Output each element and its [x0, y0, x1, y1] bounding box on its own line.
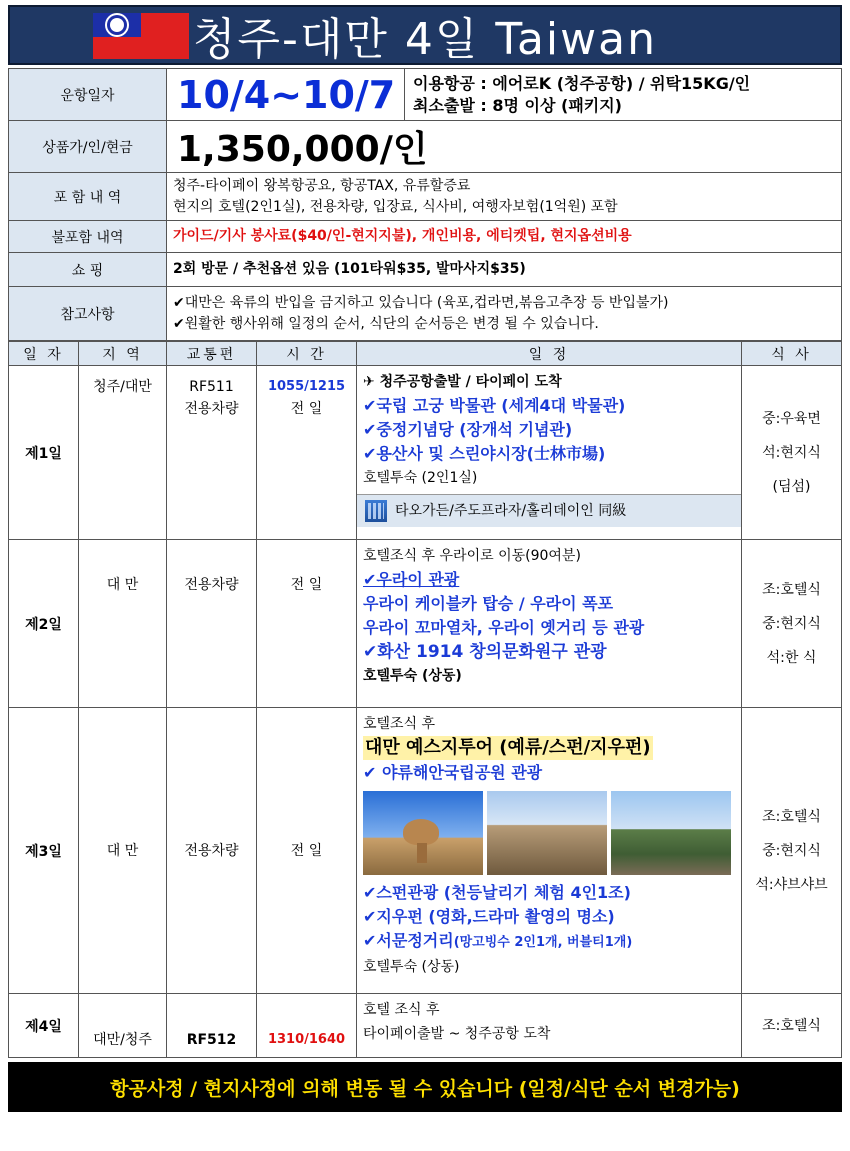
- day-row-1: [9, 366, 842, 540]
- itinerary-line: ✔용산사 및 스린야시장(士林市場): [363, 444, 606, 463]
- itinerary-line: ✔스펀관광 (천등날리기 체험 4인1조): [363, 883, 631, 902]
- itinerary-line: 호텔조식 후 우라이로 이동(90여분): [363, 548, 581, 564]
- included-label: 포 함 내 역: [9, 173, 167, 221]
- day-label: 제4일: [9, 994, 79, 1058]
- day-row-4: [9, 994, 842, 1058]
- day-label: 제3일: [9, 708, 79, 994]
- transport: 전용차량: [184, 401, 239, 417]
- itinerary-line: 호텔투숙 (상동): [363, 668, 462, 684]
- itinerary-line: 호텔 조식 후: [363, 1002, 440, 1018]
- meal: 석:한 식: [766, 649, 817, 666]
- excluded-value: 가이드/기사 봉사료($40/인-현지지불), 개인비용, 에티켓팁, 현지옵션비용: [167, 221, 842, 253]
- itinerary-line: ✔서문정거리: [363, 931, 454, 950]
- shopping-value: 2회 방문 / 추천옵션 있음 (101타워$35, 발마사지$35): [167, 253, 842, 287]
- itinerary-note: (망고빙수 2인1개, 버블티1개): [453, 935, 633, 950]
- day-label: 제2일: [9, 540, 79, 708]
- itinerary-line: ✔우라이 관광: [363, 570, 460, 589]
- meal: 중:현지식: [762, 615, 821, 632]
- itinerary-line: 호텔투숙 (상동): [363, 959, 460, 975]
- shopping-label: 쇼 핑: [9, 253, 167, 287]
- min-departure: 최소출발 : 8명 이상 (패키지): [413, 95, 622, 115]
- airline-info: 이용항공 : 에어로K (청주공항) / 위탁15KG/인: [413, 73, 751, 93]
- itinerary-line: 호텔조식 후: [363, 716, 436, 732]
- itinerary-line: 우라이 케이블카 탑승 / 우라이 폭포: [363, 594, 614, 613]
- date-value-cell: [167, 69, 405, 121]
- notes-line-2: ✔원활한 행사위해 일정의 순서, 식단의 순서등은 변경 될 수 있습니다.: [173, 315, 599, 332]
- itinerary-line: ✈ 청주공항출발 / 타이페이 도착: [363, 374, 562, 390]
- info-table: [8, 68, 842, 341]
- transport: 전용차량: [167, 708, 257, 994]
- date-label: 운항일자: [9, 69, 167, 121]
- photo-strip: [363, 791, 735, 875]
- region: 대 만: [79, 540, 167, 708]
- included-line-1: 청주-타이페이 왕복항공요, 항공TAX, 유류할증료: [173, 177, 471, 194]
- time: 전 일: [257, 540, 357, 708]
- region: 청주/대만: [79, 366, 167, 540]
- coastal-cliff-photo: [611, 791, 731, 875]
- flight-time: 1310/1640: [257, 994, 357, 1058]
- date-value: 10/4~10/7: [177, 72, 396, 117]
- footer-notice: 항공사정 / 현지사정에 의해 변동 될 수 있습니다 (일정/식단 순서 변경가능): [8, 1062, 842, 1112]
- meal: 석:샤브샤브: [755, 876, 828, 893]
- region: 대만/청주: [79, 994, 167, 1058]
- itinerary-line: ✔국립 고궁 박물관 (세계4대 박물관): [363, 396, 626, 415]
- transport: 전용차량: [167, 540, 257, 708]
- meal: 조:호텔식: [742, 994, 842, 1058]
- page-title: 청주-대만 4일 Taiwan: [193, 14, 657, 65]
- time: 전 일: [257, 708, 357, 994]
- header-meal: 식 사: [742, 342, 842, 366]
- itinerary-highlight: 대만 예스지투어 (예류/스펀/지우펀): [365, 737, 651, 758]
- itinerary-line: ✔지우펀 (영화,드라마 촬영의 명소): [363, 907, 615, 926]
- flight-number: RF512: [167, 994, 257, 1058]
- meal: 조:호텔식: [762, 581, 821, 598]
- included-line-2: 현지의 호텔(2인1실), 전용차량, 입장료, 식사비, 여행자보험(1억원) 포함: [173, 198, 618, 215]
- itinerary-line: ✔ 야류해안국립공원 관광: [363, 763, 543, 782]
- taiwan-flag-icon: [93, 13, 189, 59]
- itinerary-line: ✔중정기념당 (장개석 기념관): [363, 420, 573, 439]
- itinerary-line: 우라이 꼬마열차, 우라이 옛거리 등 관광: [363, 618, 645, 637]
- header-region: 지 역: [79, 342, 167, 366]
- day-row-3: [9, 708, 842, 994]
- region: 대 만: [79, 708, 167, 994]
- meal: (딤섬): [772, 478, 811, 495]
- hotel-names: 타오가든/주도프라자/홀리데이인 同級: [395, 503, 627, 519]
- header-transport: 교통편: [167, 342, 257, 366]
- header-time: 시 간: [257, 342, 357, 366]
- itinerary-line: ✔화산 1914 창의문화원구 관광: [363, 642, 607, 662]
- schedule-table: [8, 341, 842, 1058]
- flight-number: RF511: [189, 379, 234, 395]
- day-label: 제1일: [9, 366, 79, 540]
- yehliu-coast-photo: [487, 791, 607, 875]
- meal: 조:호텔식: [762, 808, 821, 825]
- hotel-building-icon: [365, 500, 387, 522]
- meal: 중:우육면: [762, 410, 821, 427]
- notes-label: 참고사항: [9, 287, 167, 341]
- excluded-label: 불포함 내역: [9, 221, 167, 253]
- itinerary-line: 타이페이출발 ~ 청주공항 도착: [363, 1026, 551, 1042]
- hotel-bar: [357, 494, 741, 527]
- itinerary-line: 호텔투숙 (2인1실): [363, 470, 478, 486]
- time: 전 일: [290, 401, 323, 417]
- notes-line-1: ✔대만은 육류의 반입을 금지하고 있습니다 (육포,컵라면,볶음고추장 등 반입불가): [173, 294, 669, 311]
- queens-head-rock-photo: [363, 791, 483, 875]
- title-banner: [8, 5, 842, 65]
- price-label: 상품가/인/현금: [9, 121, 167, 173]
- flight-time: 1055/1215: [267, 379, 346, 394]
- day-row-2: [9, 540, 842, 708]
- header-itinerary: 일 정: [357, 342, 742, 366]
- header-day: 일 자: [9, 342, 79, 366]
- meal: 석:현지식: [762, 444, 821, 461]
- meal: 중:현지식: [762, 842, 821, 859]
- price-value: 1,350,000/인: [177, 129, 428, 170]
